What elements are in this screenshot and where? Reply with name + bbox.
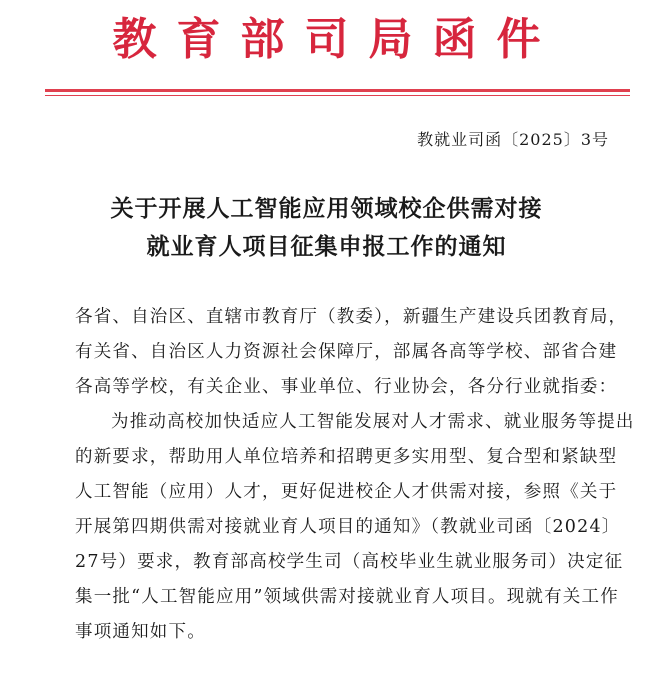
document-number: 教就业司函〔2025〕3号 [417,130,609,149]
letterhead-rule-thin [45,95,630,96]
document-title-line-1: 关于开展人工智能应用领域校企供需对接 [110,195,543,222]
letterhead-title: 教育部司局函件 [112,14,561,65]
document-title [0,190,653,266]
document-title-line-2: 就业育人项目征集申报工作的通知 [146,233,507,260]
letterhead-rule-thick [45,89,630,92]
salutation-paragraph: 各省、自治区、直辖市教育厅（教委），新疆生产建设兵团教育局，有关省、自治区人力资源社会保障厅，部属各高等学校、部省合建各高等学校，有关企业、事业单位、行业协会，各分行业就指委： [75,307,628,397]
document-body [75,300,635,650]
body-paragraph-1: 为推动高校加快适应人工智能发展对人才需求、就业服务等提出的新要求，帮助用人单位培养和招聘更多实用型、复合型和紧缺型人工智能（应用）人才，更好促进校企人才供需对接，参照《关于开展第四期供需对接就业育人项目的通知》（教就业司函〔2024〕27号）要求，教育部高校学生司（高校毕业生就业服务司）决定征集一批“人工智能应用”领域供需对接就业育人项目。现就有关工作事项通知如下。 [75,412,635,642]
letterhead [0,10,653,70]
